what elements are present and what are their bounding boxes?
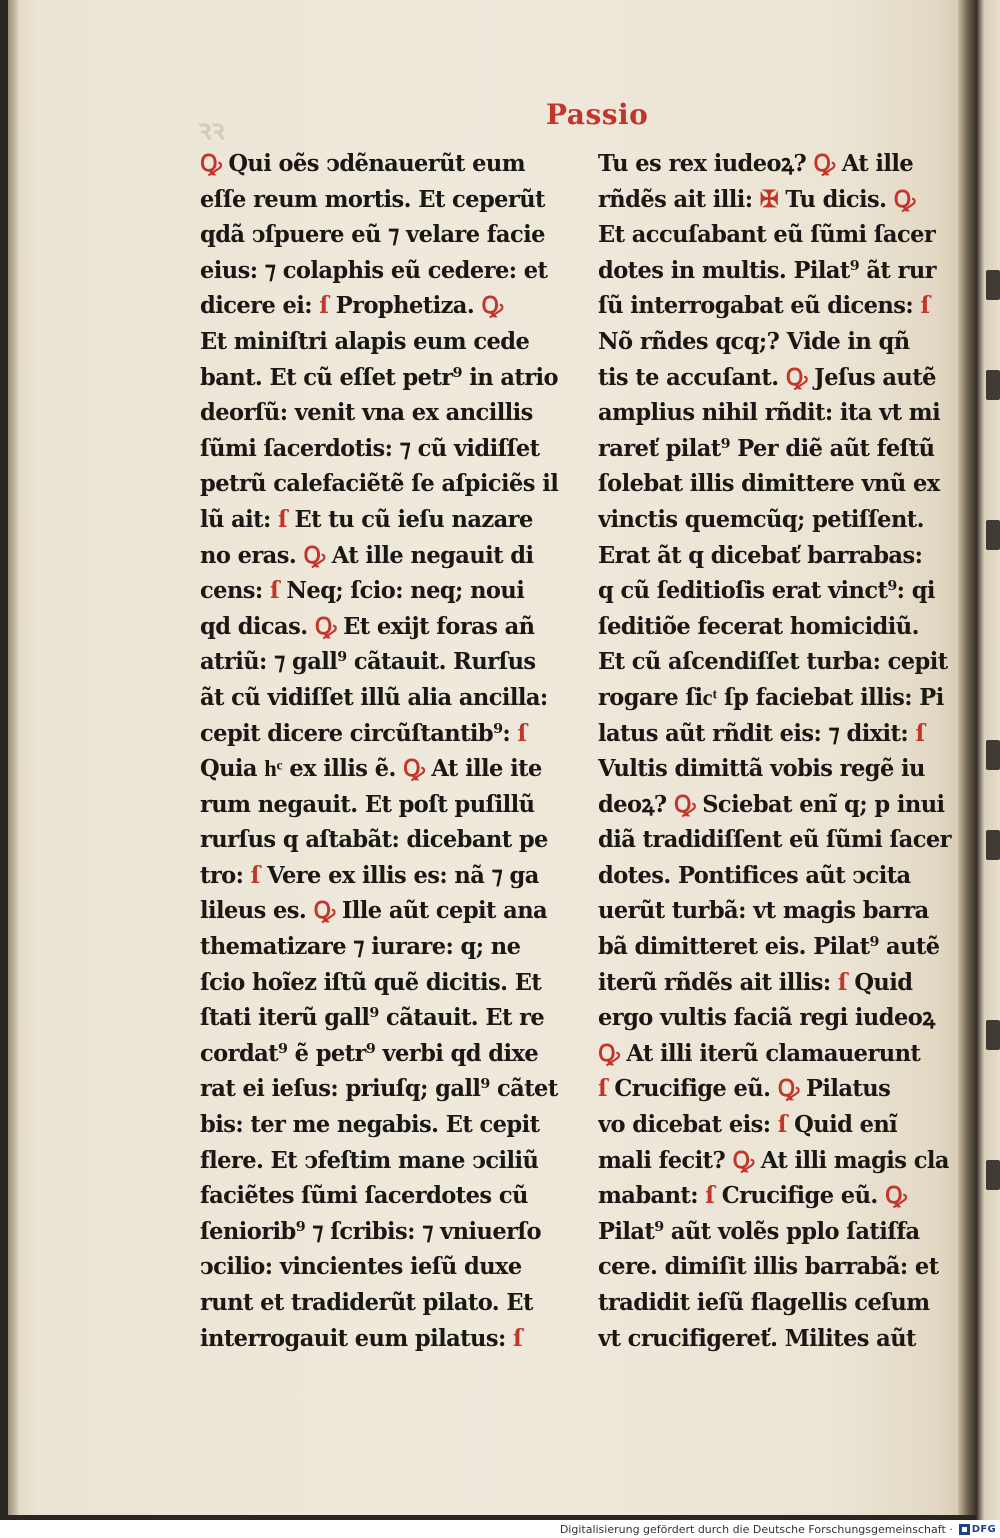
- rubric-mark: Ꝙ: [673, 789, 695, 818]
- rubric-mark: Ꝙ: [481, 291, 503, 320]
- text-line: qd dicas. Ꝙ Et exijt foras añ: [200, 611, 535, 640]
- text-line: flere. Et ↄfeſtim mane ↄciliũ: [200, 1145, 539, 1174]
- text-line: eius: ⁊ colaphis eũ cedere: et: [200, 255, 548, 284]
- dfg-logo: [959, 1522, 996, 1536]
- text-line: ſũmi ſacerdotis: ⁊ cũ vidiſſet: [200, 433, 540, 462]
- text-line: cepit dicere circũſtantib⁹: ſ: [200, 718, 527, 747]
- dfg-logo-text: DFG: [971, 1523, 996, 1535]
- text-line: eſſe reum mortis. Et ceperũt: [200, 184, 545, 213]
- text-line: petrũ calefaciẽtẽ ſe aſpiciẽs il: [200, 469, 559, 498]
- text-line: cordat⁹ ẽ petr⁹ verbi qd dixe: [200, 1038, 539, 1067]
- text-line: diã tradidiſſent eũ ſũmi ſacer: [598, 825, 951, 854]
- text-line: lileus es. Ꝙ Ille aũt cepit ana: [200, 896, 548, 925]
- text-line: ſcio hoĩez iſtũ quẽ dicitis. Et: [200, 967, 542, 996]
- text-line: deoꝝ? Ꝙ Sciebat enĩ q; p inui: [598, 789, 945, 818]
- text-column-right: [598, 146, 976, 1356]
- text-line: rñdẽs ait illi: ✠ Tu dicis. Ꝙ: [598, 184, 915, 213]
- footer-bar: [0, 1520, 1000, 1538]
- text-line: vinctis quemcũq; petiſſent.: [598, 504, 924, 533]
- text-line: ſtati iterũ gall⁹ cãtauit. Et re: [200, 1003, 545, 1032]
- text-line: Erat ãt q dicebať barrabas:: [598, 540, 923, 569]
- rubric-mark: ſ: [598, 1074, 608, 1103]
- text-line: rurſus q aſtabãt: dicebant pe: [200, 825, 548, 854]
- text-line: runt et tradiderũt pilato. Et: [200, 1288, 533, 1316]
- text-line: ãt cũ vidiſſet illũ alia ancilla:: [200, 682, 548, 711]
- rubric-mark: ſ: [250, 860, 260, 889]
- rubric-mark: Ꝙ: [884, 1181, 907, 1210]
- page-edge: [8, 0, 18, 1515]
- rubric-mark: Ꝙ: [893, 184, 915, 213]
- text-line: vt crucifigereť. Milites aũt: [598, 1323, 916, 1352]
- text-line: cens: ſ Neq; ſcio: neq; noui: [200, 576, 525, 605]
- rubric-mark: ſ: [517, 718, 527, 747]
- rubric-mark: ſ: [777, 1110, 787, 1139]
- text-line: q cũ ſeditioſis erat vinct⁹: qi: [598, 576, 935, 605]
- text-line: lũ ait: ſ Et tu cũ ieſu nazare: [200, 504, 533, 533]
- text-line: dicere ei: ſ Prophetiza. Ꝙ: [200, 291, 503, 320]
- text-line: tradidit ieſũ flagellis ceſum: [598, 1288, 930, 1316]
- text-line: mabant: ſ Crucifige eũ. Ꝙ: [598, 1181, 907, 1210]
- text-line: Pilat⁹ aũt volẽs pplo ſatiſfa: [598, 1216, 920, 1245]
- text-line: Et cũ aſcendiſſet turba: cepit: [598, 647, 948, 676]
- rubric-mark: ✠: [759, 184, 779, 213]
- text-line: amplius nihil rñdit: ita vt mi: [598, 398, 941, 427]
- text-line: iterũ rñdẽs ait illis: ſ Quid: [598, 967, 913, 996]
- bleed-through-heading: ꝛꝛ: [198, 113, 225, 146]
- text-line: ſolebat illis dimittere vnũ ex: [598, 469, 940, 498]
- book-gutter: [958, 0, 976, 1515]
- rubric-mark: ſ: [278, 504, 288, 533]
- dfg-logo-icon: [959, 1524, 970, 1535]
- text-line: tis te accuſant. Ꝙ Jeſus autẽ: [598, 362, 936, 391]
- rubric-mark: ſ: [920, 291, 930, 320]
- text-line: dotes in multis. Pilat⁹ ãt rur: [598, 255, 937, 284]
- rubric-mark: ſ: [837, 967, 848, 996]
- text-line: qdã ↄſpuere eũ ⁊ velare facie: [200, 220, 545, 249]
- text-line: rum negauit. Et poſt puſillũ: [200, 789, 535, 818]
- book-page: [8, 0, 976, 1515]
- text-line: tro: ſ Vere ex illis es: nã ⁊ ga: [200, 860, 539, 889]
- text-line: ſeniorib⁹ ⁊ ſcribis: ⁊ vniuerſo: [200, 1216, 542, 1245]
- text-line: cere. dimiſit illis barrabã: et: [598, 1252, 939, 1281]
- rubric-mark: Ꝙ: [314, 611, 336, 640]
- text-line: dotes. Pontifices aũt ↄcita: [598, 860, 911, 889]
- text-line: rareť pilat⁹ Per diẽ aũt feſtũ: [598, 433, 935, 462]
- text-line: uerũt turbã: vt magis barra: [598, 896, 929, 925]
- text-line: bant. Et cũ eſſet petr⁹ in atrio: [200, 362, 559, 391]
- text-line: Vultis dimittã vobis regẽ iu: [598, 754, 925, 783]
- text-line: mali fecit? Ꝙ At illi magis cla: [598, 1145, 949, 1174]
- rubric-mark: Ꝙ: [598, 1038, 620, 1067]
- text-line: bã dimitteret eis. Pilat⁹ autẽ: [598, 932, 940, 961]
- text-line: no eras. Ꝙ At ille negauit di: [200, 540, 534, 569]
- text-line: faciẽtes ſũmi ſacerdotes cũ: [200, 1181, 528, 1210]
- text-line: thematizare ⁊ iurare: q; ne: [200, 932, 521, 961]
- text-line: ſũ interrogabat eũ dicens: ſ: [598, 291, 930, 320]
- text-line: bis: ter me negabis. Et cepit: [200, 1110, 540, 1139]
- rubric-mark: ſ: [915, 718, 925, 747]
- rubric-mark: Ꝙ: [403, 754, 425, 783]
- rubric-mark: Ꝙ: [785, 362, 807, 391]
- rubric-mark: ſ: [319, 291, 329, 320]
- rubric-mark: Ꝙ: [303, 540, 325, 569]
- text-line: deorſũ: venit vna ex ancillis: [200, 398, 533, 427]
- text-line: Quia hͨ ex illis ẽ. Ꝙ At ille ite: [200, 754, 542, 783]
- text-line: Nõ rñdes qcq;? Vide in qñ: [598, 326, 910, 355]
- text-line: Et accuſabant eũ ſũmi ſacer: [598, 220, 936, 249]
- text-line: Et miniſtri alapis eum cede: [200, 326, 530, 355]
- rubric-mark: Ꝙ: [813, 149, 835, 177]
- footer-credit: Digitalisierung gefördert durch die Deutsche Forschungsgemeinschaft ·: [559, 1522, 953, 1536]
- rubric-mark: Ꝙ: [777, 1074, 799, 1103]
- text-line: ↄcilio: vincientes ieſũ duxe: [200, 1252, 522, 1281]
- rubric-mark: ſ: [705, 1181, 715, 1210]
- rubric-mark: ſ: [513, 1323, 523, 1352]
- next-page-edge: [976, 0, 1000, 1520]
- rubric-mark: Ꝙ: [313, 896, 335, 925]
- text-column-left: [200, 146, 582, 1356]
- text-line: atriũ: ⁊ gall⁹ cãtauit. Rurſus: [200, 647, 536, 676]
- running-head: Passio: [546, 98, 649, 131]
- text-line: vo dicebat eis: ſ Quid enĩ: [598, 1110, 898, 1139]
- rubric-mark: Ꝙ: [732, 1145, 754, 1174]
- text-line: rogare ſicͭ ſp faciebat illis: Pi: [598, 682, 944, 711]
- text-line: ergo vultis faciã regi iudeoꝝ: [598, 1003, 935, 1032]
- rubric-mark: ſ: [269, 576, 280, 605]
- text-line: ſeditiõe fecerat homicidiũ.: [598, 611, 919, 640]
- text-line: Tu es rex iudeoꝝ? Ꝙ At ille: [598, 149, 914, 177]
- text-line: Ꝙ Qui oẽs ↄdẽnauerũt eum: [200, 149, 525, 177]
- rubric-mark: Ꝙ: [200, 149, 222, 177]
- text-line: latus aũt rñdit eis: ⁊ dixit: ſ: [598, 718, 925, 747]
- text-line: interrogauit eum pilatus: ſ: [200, 1323, 523, 1352]
- text-line: Ꝙ At illi iterũ clamauerunt: [598, 1038, 921, 1067]
- text-line: rat ei ieſus: priuſq; gall⁹ cãtet: [200, 1074, 558, 1103]
- text-line: ſ Crucifige eũ. Ꝙ Pilatus: [598, 1074, 891, 1103]
